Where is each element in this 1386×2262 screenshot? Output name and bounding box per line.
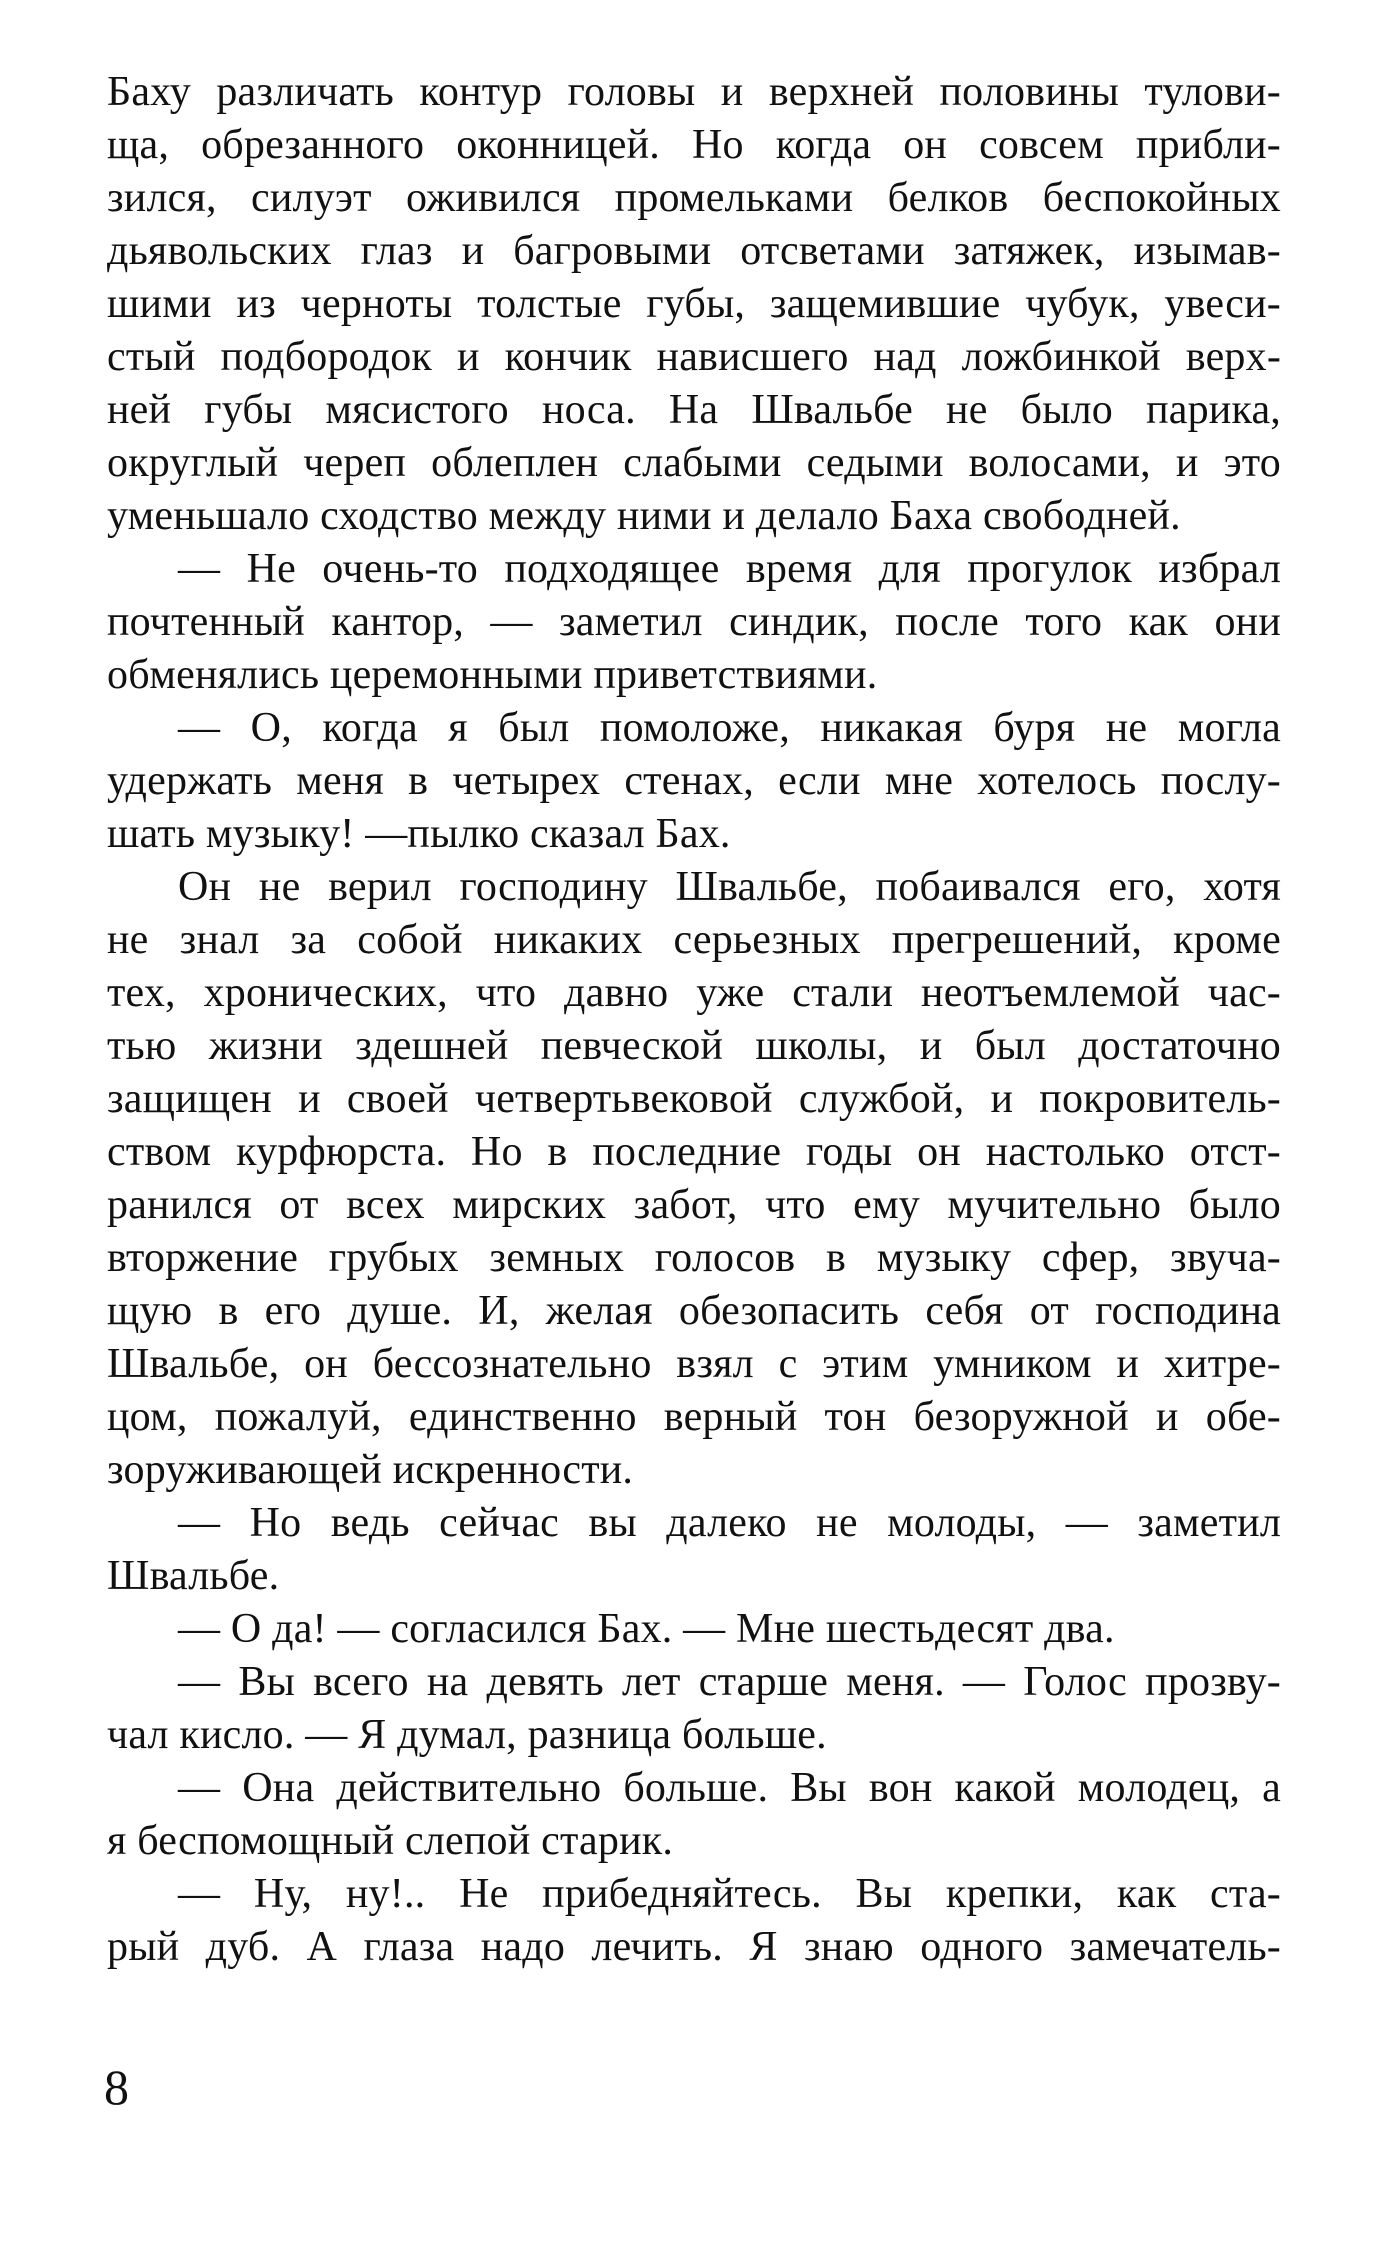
text-line: рый дуб. А глаза надо лечить. Я знаю одного замечатель- bbox=[107, 1924, 1281, 1970]
text-line: цом, пожалуй, единственно верный тон безоружной и обе- bbox=[107, 1394, 1281, 1440]
text-line: шими из черноты толстые губы, защемившие чубук, увеси- bbox=[107, 281, 1281, 327]
text-line: чал кисло. — Я думал, разница больше. bbox=[107, 1712, 827, 1758]
text-line: вторжение грубых земных голосов в музыку сфер, звуча- bbox=[107, 1235, 1281, 1281]
text-line: округлый череп облеплен слабыми седыми волосами, и это bbox=[107, 440, 1281, 486]
text-line: зоруживающей искренности. bbox=[107, 1447, 634, 1493]
text-line: почтенный кантор, — заметил синдик, после того как они bbox=[107, 599, 1281, 645]
page-number: 8 bbox=[104, 2059, 129, 2115]
text-line: ней губы мясистого носа. На Швальбе не было парика, bbox=[107, 387, 1281, 433]
text-line: шать музыку! —пылко сказал Бах. bbox=[107, 811, 731, 857]
text-line: уменьшало сходство между ними и делало Баха свободней. bbox=[107, 493, 1181, 539]
text-line: Баху различать контур головы и верхней половины тулови- bbox=[107, 69, 1281, 115]
text-line: — О да! — согласился Бах. — Мне шестьдесят два. bbox=[178, 1606, 1115, 1652]
text-line: защищен и своей четвертьвековой службой, и покровитель- bbox=[107, 1076, 1281, 1122]
text-line: ством курфюрста. Но в последние годы он настолько отст- bbox=[107, 1129, 1281, 1175]
text-line: обменялись церемонными приветствиями. bbox=[107, 652, 878, 698]
text-line: Он не верил господину Швальбе, побаивался его, хотя bbox=[178, 864, 1281, 910]
text-line: — Но ведь сейчас вы далеко не молоды, — заметил bbox=[178, 1500, 1281, 1546]
text-line: ранился от всех мирских забот, что ему мучительно было bbox=[107, 1182, 1281, 1228]
text-line: стый подбородок и кончик нависшего над ложбинкой верх- bbox=[107, 334, 1281, 380]
text-line: тью жизни здешней певческой школы, и был достаточно bbox=[107, 1023, 1281, 1069]
text-line: щую в его душе. И, желая обезопасить себя от господина bbox=[107, 1288, 1281, 1334]
text-line: — Не очень-то подходящее время для прогулок избрал bbox=[178, 546, 1281, 592]
text-line: дьявольских глаз и багровыми отсветами затяжек, изымав- bbox=[107, 228, 1281, 274]
text-line: тех, хронических, что давно уже стали неотъемлемой час- bbox=[107, 970, 1281, 1016]
text-line: зился, силуэт оживился промельками белков беспокойных bbox=[107, 175, 1281, 221]
text-line: ща, обрезанного оконницей. Но когда он совсем прибли- bbox=[107, 122, 1281, 168]
text-line: я беспомощный слепой старик. bbox=[107, 1818, 674, 1864]
text-line: Швальбе, он бессознательно взял с этим умником и хитре- bbox=[107, 1341, 1281, 1387]
text-line: — О, когда я был помоложе, никакая буря не могла bbox=[178, 705, 1281, 751]
text-line: — Ну, ну!.. Не прибедняйтесь. Вы крепки, как ста- bbox=[178, 1871, 1281, 1917]
text-line: — Вы всего на девять лет старше меня. — Голос прозву- bbox=[178, 1659, 1281, 1705]
text-line: — Она действительно больше. Вы вон какой молодец, а bbox=[178, 1765, 1281, 1811]
text-line: не знал за собой никаких серьезных прегрешений, кроме bbox=[107, 917, 1281, 963]
text-line: удержать меня в четырех стенах, если мне хотелось послу- bbox=[107, 758, 1281, 804]
text-line: Швальбе. bbox=[107, 1553, 280, 1599]
